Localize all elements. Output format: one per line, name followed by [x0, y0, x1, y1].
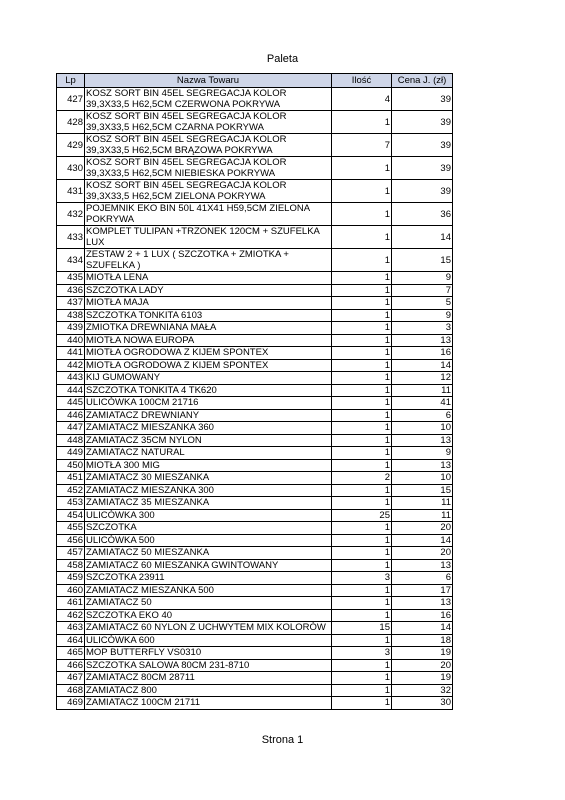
row-name: ULICÓWKA 300: [85, 509, 332, 522]
row-quantity: 1: [332, 284, 392, 297]
row-name: ULICÓWKA 600: [85, 634, 332, 647]
row-name: KOSZ SORT BIN 45EL SEGREGACJA KOLOR 39,3X33,5 H62,5CM CZERWONA POKRYWA: [85, 88, 332, 111]
row-price: 19: [392, 672, 453, 685]
row-quantity: 1: [332, 157, 392, 180]
row-quantity: 1: [332, 359, 392, 372]
row-price: 17: [392, 584, 453, 597]
row-name: MIOTŁA NOWA EUROPA: [85, 334, 332, 347]
row-quantity: 1: [332, 180, 392, 203]
row-price: 9: [392, 309, 453, 322]
table-body: [57, 88, 453, 710]
row-price: 20: [392, 522, 453, 535]
row-name: KOSZ SORT BIN 45EL SEGREGACJA KOLOR 39,3X33,5 H62,5CM ZIELONA POKRYWA: [85, 180, 332, 203]
row-price: 19: [392, 647, 453, 660]
column-header-quantity: Ilość: [332, 74, 392, 88]
row-name: SZCZOTKA SALOWA 80CM 231-8710: [85, 659, 332, 672]
row-lp: 447: [57, 422, 85, 435]
row-quantity: 1: [332, 409, 392, 422]
table-row: [57, 559, 453, 572]
row-lp: 441: [57, 347, 85, 360]
row-price: 6: [392, 572, 453, 585]
row-name: SZCZOTKA TONKITA 6103: [85, 309, 332, 322]
row-lp: 465: [57, 647, 85, 660]
row-name: ZAMIATACZ 60 MIESZANKA GWINTOWANY: [85, 559, 332, 572]
row-price: 20: [392, 547, 453, 560]
row-lp: 432: [57, 203, 85, 226]
row-name: MIOTŁA MAJA: [85, 297, 332, 310]
row-quantity: 7: [332, 134, 392, 157]
row-name: ZAMIATACZ MIESZANKA 300: [85, 484, 332, 497]
row-lp: 428: [57, 111, 85, 134]
row-name: SZCZOTKA EKO 40: [85, 609, 332, 622]
table-row: [57, 180, 453, 203]
row-quantity: 1: [332, 559, 392, 572]
row-quantity: 4: [332, 88, 392, 111]
table-row: [57, 622, 453, 635]
row-name: SZCZOTKA 23911: [85, 572, 332, 585]
table-row: [57, 684, 453, 697]
row-quantity: 1: [332, 297, 392, 310]
table-row: [57, 409, 453, 422]
row-name: ZAMIATACZ 30 MIESZANKA: [85, 472, 332, 485]
table-row: [57, 397, 453, 410]
table-row: [57, 157, 453, 180]
column-header-price: Cena J. (zł): [392, 74, 453, 88]
table-row: [57, 697, 453, 710]
row-name: SZCZOTKA LADY: [85, 284, 332, 297]
table-row: [57, 322, 453, 335]
table-row: [57, 597, 453, 610]
row-quantity: 1: [332, 634, 392, 647]
row-lp: 440: [57, 334, 85, 347]
row-lp: 449: [57, 447, 85, 460]
row-price: 11: [392, 509, 453, 522]
table-row: [57, 672, 453, 685]
row-quantity: 1: [332, 372, 392, 385]
row-quantity: 2: [332, 472, 392, 485]
row-lp: 434: [57, 249, 85, 272]
table-row: [57, 334, 453, 347]
row-quantity: 1: [332, 497, 392, 510]
table-row: [57, 584, 453, 597]
row-quantity: 1: [332, 309, 392, 322]
table-row: [57, 434, 453, 447]
row-price: 32: [392, 684, 453, 697]
row-name: ZAMIATACZ DREWNIANY: [85, 409, 332, 422]
table-row: [57, 359, 453, 372]
row-price: 13: [392, 334, 453, 347]
row-name: ZAMIATACZ 50 MIESZANKA: [85, 547, 332, 560]
row-lp: 444: [57, 384, 85, 397]
row-lp: 456: [57, 534, 85, 547]
table-row: [57, 203, 453, 226]
row-lp: 437: [57, 297, 85, 310]
table-row: [57, 272, 453, 285]
row-name: ZAMIATACZ 60 NYLON Z UCHWYTEM MIX KOLORÓW: [85, 622, 332, 635]
row-lp: 469: [57, 697, 85, 710]
row-price: 39: [392, 134, 453, 157]
table-row: [57, 111, 453, 134]
row-name: KOSZ SORT BIN 45EL SEGREGACJA KOLOR 39,3X33,5 H62,5CM CZARNA POKRYWA: [85, 111, 332, 134]
row-price: 39: [392, 111, 453, 134]
row-name: ZAMIATACZ NATURAL: [85, 447, 332, 460]
table-row: [57, 522, 453, 535]
row-quantity: 25: [332, 509, 392, 522]
table-row: [57, 572, 453, 585]
table-row: [57, 609, 453, 622]
row-lp: 450: [57, 459, 85, 472]
row-lp: 448: [57, 434, 85, 447]
table-row: [57, 484, 453, 497]
row-lp: 435: [57, 272, 85, 285]
table-row: [57, 534, 453, 547]
row-name: MIOTŁA OGRODOWA Z KIJEM SPONTEX: [85, 347, 332, 360]
page-footer: Strona 1: [261, 734, 304, 746]
row-name: MIOTŁA 300 MIG: [85, 459, 332, 472]
page-title: Paleta: [266, 53, 299, 65]
row-name: ZAMIATACZ 80CM 28711: [85, 672, 332, 685]
row-lp: 454: [57, 509, 85, 522]
row-name: MIOTŁA LENA: [85, 272, 332, 285]
row-name: SZCZOTKA: [85, 522, 332, 535]
row-quantity: 1: [332, 272, 392, 285]
table-row: [57, 647, 453, 660]
row-lp: 446: [57, 409, 85, 422]
row-price: 39: [392, 157, 453, 180]
row-lp: 453: [57, 497, 85, 510]
row-quantity: 1: [332, 322, 392, 335]
row-quantity: 1: [332, 522, 392, 535]
row-lp: 463: [57, 622, 85, 635]
row-price: 6: [392, 409, 453, 422]
row-lp: 431: [57, 180, 85, 203]
row-price: 3: [392, 322, 453, 335]
table-row: [57, 547, 453, 560]
table-row: [57, 88, 453, 111]
table-row: [57, 459, 453, 472]
row-name: MIOTŁA OGRODOWA Z KIJEM SPONTEX: [85, 359, 332, 372]
row-quantity: 1: [332, 697, 392, 710]
row-price: 10: [392, 422, 453, 435]
row-name: KOMPLET TULIPAN +TRZONEK 120CM + SZUFELKA LUX: [85, 226, 332, 249]
row-quantity: 1: [332, 584, 392, 597]
row-price: 20: [392, 659, 453, 672]
table-row: [57, 134, 453, 157]
row-lp: 464: [57, 634, 85, 647]
row-price: 13: [392, 559, 453, 572]
row-price: 14: [392, 534, 453, 547]
row-quantity: 1: [332, 597, 392, 610]
row-quantity: 1: [332, 434, 392, 447]
row-name: ZAMIATACZ 800: [85, 684, 332, 697]
row-lp: 455: [57, 522, 85, 535]
row-price: 15: [392, 484, 453, 497]
row-price: 16: [392, 347, 453, 360]
row-lp: 442: [57, 359, 85, 372]
row-name: KOSZ SORT BIN 45EL SEGREGACJA KOLOR 39,3X33,5 H62,5CM BRĄZOWA POKRYWA: [85, 134, 332, 157]
row-lp: 430: [57, 157, 85, 180]
column-header-lp: Lp: [57, 74, 85, 88]
table-row: [57, 297, 453, 310]
row-price: 36: [392, 203, 453, 226]
row-lp: 433: [57, 226, 85, 249]
row-name: ZESTAW 2 + 1 LUX ( SZCZOTKA + ZMIOTKA + SZUFELKA ): [85, 249, 332, 272]
row-name: ZAMIATACZ 50: [85, 597, 332, 610]
row-lp: 468: [57, 684, 85, 697]
row-price: 9: [392, 447, 453, 460]
row-quantity: 1: [332, 226, 392, 249]
row-lp: 459: [57, 572, 85, 585]
row-quantity: 1: [332, 111, 392, 134]
row-lp: 462: [57, 609, 85, 622]
row-quantity: 1: [332, 347, 392, 360]
row-quantity: 1: [332, 384, 392, 397]
row-quantity: 1: [332, 547, 392, 560]
row-name: KOSZ SORT BIN 45EL SEGREGACJA KOLOR 39,3X33,5 H62,5CM NIEBIESKA POKRYWA: [85, 157, 332, 180]
row-price: 5: [392, 297, 453, 310]
row-quantity: 1: [332, 422, 392, 435]
row-quantity: 1: [332, 534, 392, 547]
row-quantity: 1: [332, 397, 392, 410]
row-quantity: 1: [332, 609, 392, 622]
row-name: ULICÓWKA 500: [85, 534, 332, 547]
table-row: [57, 249, 453, 272]
row-quantity: 1: [332, 334, 392, 347]
row-quantity: 1: [332, 203, 392, 226]
row-name: MOP BUTTERFLY VS0310: [85, 647, 332, 660]
row-price: 9: [392, 272, 453, 285]
row-quantity: 1: [332, 484, 392, 497]
column-header-name: Nazwa Towaru: [85, 74, 332, 88]
row-price: 16: [392, 609, 453, 622]
row-lp: 457: [57, 547, 85, 560]
row-price: 18: [392, 634, 453, 647]
table-row: [57, 384, 453, 397]
row-price: 13: [392, 459, 453, 472]
row-quantity: 1: [332, 447, 392, 460]
table-row: [57, 634, 453, 647]
table-row: [57, 309, 453, 322]
row-quantity: 1: [332, 459, 392, 472]
row-price: 39: [392, 180, 453, 203]
table-row: [57, 284, 453, 297]
row-price: 13: [392, 434, 453, 447]
row-lp: 436: [57, 284, 85, 297]
table-row: [57, 472, 453, 485]
table-row: [57, 422, 453, 435]
row-lp: 466: [57, 659, 85, 672]
row-price: 11: [392, 384, 453, 397]
row-price: 14: [392, 359, 453, 372]
row-quantity: 3: [332, 572, 392, 585]
row-quantity: 1: [332, 249, 392, 272]
row-name: ZAMIATACZ 35 MIESZANKA: [85, 497, 332, 510]
row-lp: 427: [57, 88, 85, 111]
row-price: 15: [392, 249, 453, 272]
table-row: [57, 509, 453, 522]
row-name: KIJ GUMOWANY: [85, 372, 332, 385]
row-price: 10: [392, 472, 453, 485]
row-lp: 467: [57, 672, 85, 685]
row-lp: 439: [57, 322, 85, 335]
row-lp: 460: [57, 584, 85, 597]
row-name: ZAMIATACZ 100CM 21711: [85, 697, 332, 710]
row-lp: 458: [57, 559, 85, 572]
row-price: 41: [392, 397, 453, 410]
row-name: ULICÓWKA 100CM 21716: [85, 397, 332, 410]
table-row: [57, 447, 453, 460]
row-quantity: 3: [332, 647, 392, 660]
row-lp: 461: [57, 597, 85, 610]
row-name: ZMIOTKA DREWNIANA MAŁA: [85, 322, 332, 335]
row-price: 39: [392, 88, 453, 111]
row-quantity: 1: [332, 659, 392, 672]
row-name: SZCZOTKA TONKITA 4 TK620: [85, 384, 332, 397]
row-price: 11: [392, 497, 453, 510]
row-price: 13: [392, 597, 453, 610]
row-quantity: 1: [332, 684, 392, 697]
row-name: ZAMIATACZ MIESZANKA 360: [85, 422, 332, 435]
row-name: POJEMNIK EKO BIN 50L 41X41 H59,5CM ZIELONA POKRYWA: [85, 203, 332, 226]
row-price: 7: [392, 284, 453, 297]
row-price: 30: [392, 697, 453, 710]
row-lp: 445: [57, 397, 85, 410]
row-lp: 429: [57, 134, 85, 157]
table-row: [57, 659, 453, 672]
row-lp: 438: [57, 309, 85, 322]
row-price: 14: [392, 226, 453, 249]
row-lp: 451: [57, 472, 85, 485]
row-price: 14: [392, 622, 453, 635]
row-name: ZAMIATACZ 35CM NYLON: [85, 434, 332, 447]
row-price: 12: [392, 372, 453, 385]
row-lp: 452: [57, 484, 85, 497]
table-row: [57, 372, 453, 385]
product-table: [56, 73, 453, 710]
row-quantity: 1: [332, 672, 392, 685]
table-row: [57, 347, 453, 360]
row-name: ZAMIATACZ MIESZANKA 500: [85, 584, 332, 597]
table-row: [57, 226, 453, 249]
table-row: [57, 497, 453, 510]
row-lp: 443: [57, 372, 85, 385]
table-header-row: [57, 74, 453, 88]
row-quantity: 15: [332, 622, 392, 635]
